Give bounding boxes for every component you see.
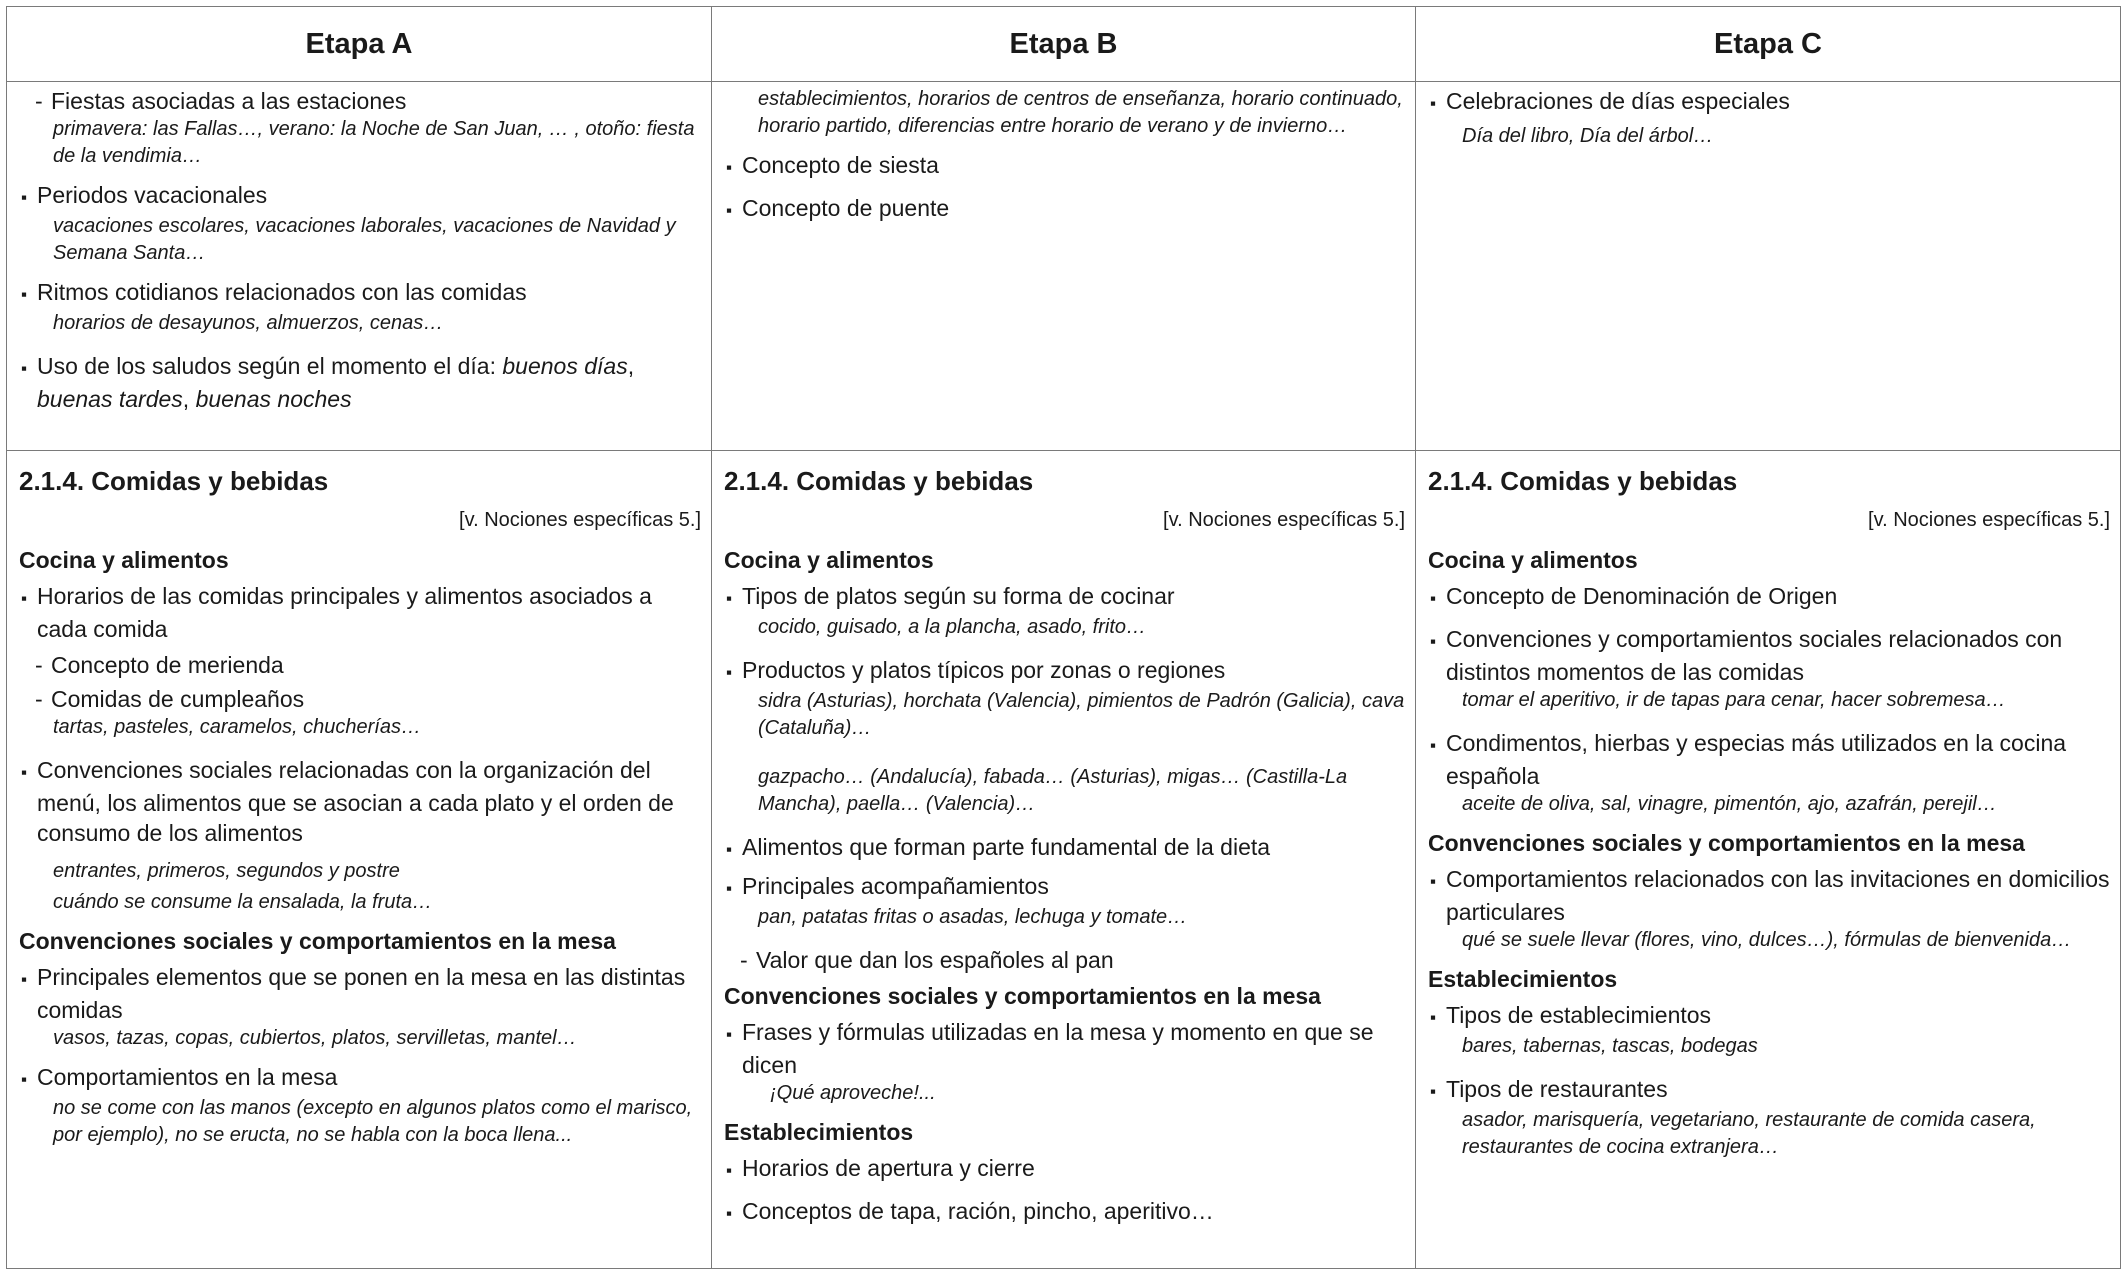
bullet-item: ▪ Ritmos cotidianos relacionados con las comidas — [19, 277, 701, 310]
cell-a-row1 — [7, 82, 712, 451]
greeting-afternoon: buenas tardes — [37, 386, 183, 412]
cell-a-row2 — [7, 451, 712, 1269]
dash-item: - Valor que dan los españoles al pan — [724, 945, 1405, 975]
greetings-text: Uso de los saludos según el momento el día: — [37, 353, 503, 379]
example-text: horarios de desayunos, almuerzos, cenas… — [53, 312, 444, 334]
subsection-heading: Convenciones sociales y comportamientos en la mesa — [724, 983, 1321, 1009]
bullet-item: ▪ Principales acompañamientos — [724, 871, 1405, 904]
example-text: ¡Qué aproveche!... — [770, 1082, 936, 1104]
bullet-item: ▪ Periodos vacacionales — [19, 180, 701, 213]
example-text: gazpacho… (Andalucía), fabada… (Asturias), migas… (Castilla-La Mancha), paella… (Valencia)… — [758, 766, 1348, 815]
header-etapa-c: Etapa C — [1416, 7, 2121, 82]
bullet-item: ▪ Convenciones sociales relacionadas con la organización del menú, los alimentos que se asocian a cada plato y el orden de consumo de los alimentos — [19, 755, 701, 848]
bullet-item: ▪ Productos y platos típicos por zonas o regiones — [724, 655, 1405, 688]
subsection-heading: Convenciones sociales y comportamientos en la mesa — [1428, 830, 2025, 856]
greeting-night: buenas noches — [195, 386, 352, 412]
reference-note: [v. Nociones específicas 5.] — [1163, 509, 1405, 531]
subsection-heading: Establecimientos — [724, 1119, 914, 1145]
example-text: entrantes, primeros, segundos y postre — [53, 860, 400, 882]
row-food-drink — [7, 451, 2121, 1269]
dash-item: - Fiestas asociadas a las estaciones — [19, 86, 701, 116]
example-text: cocido, guisado, a la plancha, asado, frito… — [758, 616, 1147, 638]
dash-item: - Comidas de cumpleaños — [19, 684, 701, 714]
bullet-item: ▪ Convenciones y comportamientos sociales relacionados con distintos momentos de las comidas — [1428, 624, 2110, 687]
example-text: no se come con las manos (excepto en algunos platos como el marisco, por ejemplo), no se eructa, no se habla con la boca llena... — [53, 1097, 693, 1146]
example-text: tomar el aperitivo, ir de tapas para cenar, hacer sobremesa… — [1462, 689, 2006, 711]
example-text: primavera: las Fallas…, verano: la Noche de San Juan, … , otoño: fiesta de la vendimia… — [53, 118, 695, 167]
separator: , — [627, 353, 635, 379]
header-row — [7, 7, 2121, 82]
bullet-item: ▪ Alimentos que forman parte fundamental de la dieta — [724, 832, 1405, 865]
cell-c-row2 — [1416, 451, 2121, 1269]
dash-item: - Concepto de merienda — [19, 650, 701, 680]
bullet-item: ▪ Concepto de Denominación de Origen — [1428, 581, 2110, 614]
example-text: vasos, tazas, copas, cubiertos, platos, servilletas, mantel… — [53, 1027, 577, 1049]
example-text: qué se suele llevar (flores, vino, dulces…), fórmulas de bienvenida… — [1462, 929, 2072, 951]
subsection-heading: Cocina y alimentos — [1428, 547, 1638, 573]
cell-b-row2 — [712, 451, 1416, 1269]
header-etapa-a: Etapa A — [7, 7, 712, 82]
cell-b-row1 — [712, 82, 1416, 451]
example-text: aceite de oliva, sal, vinagre, pimentón, ajo, azafrán, perejil… — [1462, 793, 1997, 815]
curriculum-table-container — [6, 6, 2121, 1269]
bullet-item: ▪ Principales elementos que se ponen en la mesa en las distintas comidas — [19, 962, 701, 1025]
example-text: cuándo se consume la ensalada, la fruta… — [53, 891, 433, 913]
reference-note: [v. Nociones específicas 5.] — [459, 509, 701, 531]
bullet-item: ▪ Condimentos, hierbas y especias más utilizados en la cocina española — [1428, 728, 2110, 791]
subsection-heading: Convenciones sociales y comportamientos en la mesa — [19, 928, 616, 954]
section-title: 2.1.4. Comidas y bebidas — [1428, 466, 1738, 496]
bullet-item: ▪ Comportamientos relacionados con las invitaciones en domicilios particulares — [1428, 864, 2110, 927]
bullet-item: ▪ Horarios de las comidas principales y alimentos asociados a cada comida — [19, 581, 701, 644]
example-text: pan, patatas fritas o asadas, lechuga y tomate… — [758, 906, 1188, 928]
bullet-item: ▪ Frases y fórmulas utilizadas en la mesa y momento en que se dicen — [724, 1017, 1405, 1080]
bullet-item: ▪ Horarios de apertura y cierre — [724, 1153, 1405, 1186]
bullet-item: ▪ Tipos de platos según su forma de cocinar — [724, 581, 1405, 614]
example-text: sidra (Asturias), horchata (Valencia), pimientos de Padrón (Galicia), cava (Cataluña)… — [758, 690, 1405, 739]
header-etapa-b: Etapa B — [712, 7, 1416, 82]
curriculum-table — [6, 6, 2121, 1269]
bullet-item: ▪ Celebraciones de días especiales — [1428, 86, 2110, 119]
section-title: 2.1.4. Comidas y bebidas — [724, 466, 1034, 496]
row-calendar — [7, 82, 2121, 451]
bullet-item: ▪ Conceptos de tapa, ración, pincho, aperitivo… — [724, 1196, 1405, 1229]
subsection-heading: Cocina y alimentos — [724, 547, 934, 573]
cell-c-row1 — [1416, 82, 2121, 451]
example-text: Día del libro, Día del árbol… — [1462, 125, 1714, 147]
example-text: tartas, pasteles, caramelos, chucherías… — [53, 716, 421, 738]
reference-note: [v. Nociones específicas 5.] — [1868, 509, 2110, 531]
bullet-item-greetings — [19, 351, 701, 414]
bullet-item: ▪ Comportamientos en la mesa — [19, 1062, 701, 1095]
subsection-heading: Cocina y alimentos — [19, 547, 229, 573]
bullet-item: ▪ Concepto de puente — [724, 193, 1405, 226]
example-text: vacaciones escolares, vacaciones laborales, vacaciones de Navidad y Semana Santa… — [53, 215, 676, 264]
section-title: 2.1.4. Comidas y bebidas — [19, 466, 329, 496]
subsection-heading: Establecimientos — [1428, 966, 1618, 992]
separator: , — [182, 386, 196, 412]
greeting-morning: buenos días — [502, 353, 628, 379]
bullet-item: ▪ Tipos de establecimientos — [1428, 1000, 2110, 1033]
bullet-item: ▪ Concepto de siesta — [724, 150, 1405, 183]
example-text: asador, marisquería, vegetariano, restaurante de comida casera, restaurantes de cocina extranjera… — [1462, 1109, 2036, 1158]
example-text: bares, tabernas, tascas, bodegas — [1462, 1035, 1758, 1057]
example-text: establecimientos, horarios de centros de enseñanza, horario continuado, horario partido, diferencias entre horario de verano y de invierno… — [758, 88, 1403, 137]
bullet-item: ▪ Tipos de restaurantes — [1428, 1074, 2110, 1107]
